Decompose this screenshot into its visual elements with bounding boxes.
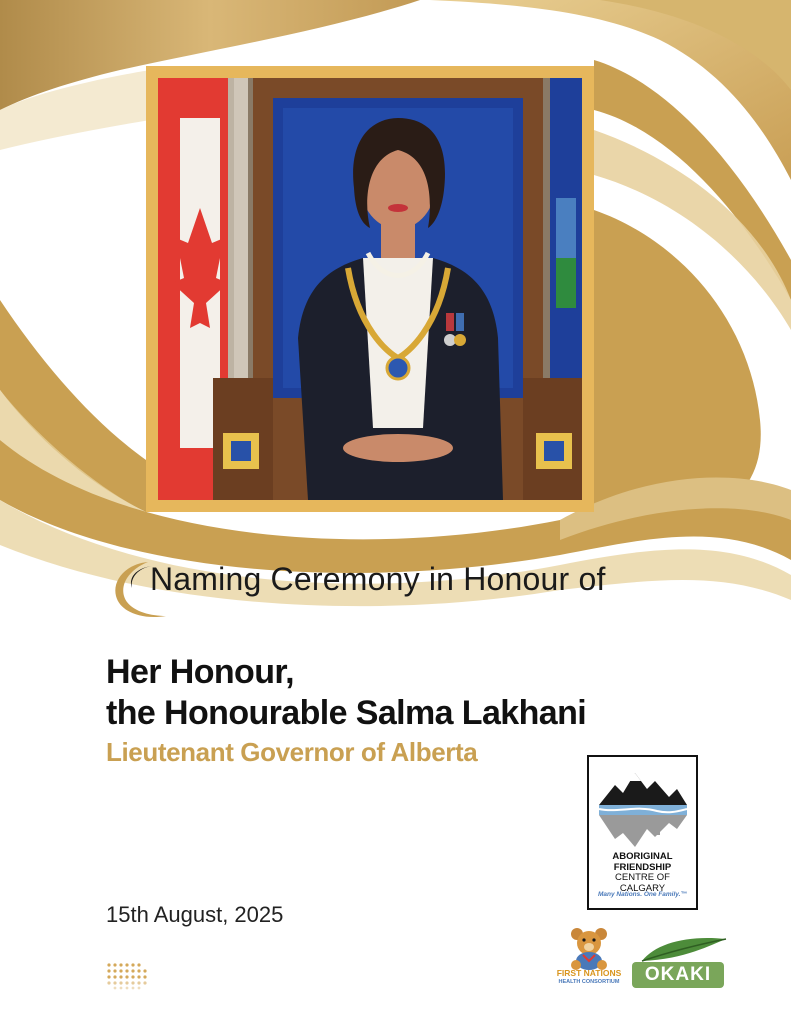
honoree-line-1: Her Honour, xyxy=(106,653,294,691)
afcc-name-line-4: CALGARY xyxy=(619,882,666,894)
okaki-logo: OKAKI xyxy=(632,962,724,988)
portrait-frame xyxy=(146,66,594,512)
afcc-name-line-1: ABORIGINAL xyxy=(612,851,673,862)
afcc-name-line-3: CENTRE OF xyxy=(615,872,670,883)
honoree-name xyxy=(106,652,666,734)
afcc-name-line-2: FRIENDSHIP xyxy=(613,861,672,873)
portrait-photo xyxy=(158,78,582,500)
fnhc-name: FIRST NATIONS xyxy=(556,968,622,978)
afcc-tagline: Many Nations. One Family.™ xyxy=(598,891,687,898)
feather-icon xyxy=(636,935,730,965)
teddy-bear-icon xyxy=(566,925,612,971)
honoree-role: Lieutenant Governor of Alberta xyxy=(106,737,478,767)
afcc-name xyxy=(589,852,696,894)
fnhc-subtitle: HEALTH CONSORTIUM xyxy=(558,979,620,985)
honoree-line-2: the Honourable Salma Lakhani xyxy=(106,694,587,732)
event-date: 15th August, 2025 xyxy=(106,902,284,927)
ceremony-title: Naming Ceremony in Honour of xyxy=(150,561,606,597)
afcc-logo xyxy=(587,755,698,910)
mountain-reflection-icon xyxy=(597,767,689,853)
dot-grid-decoration xyxy=(106,962,148,990)
